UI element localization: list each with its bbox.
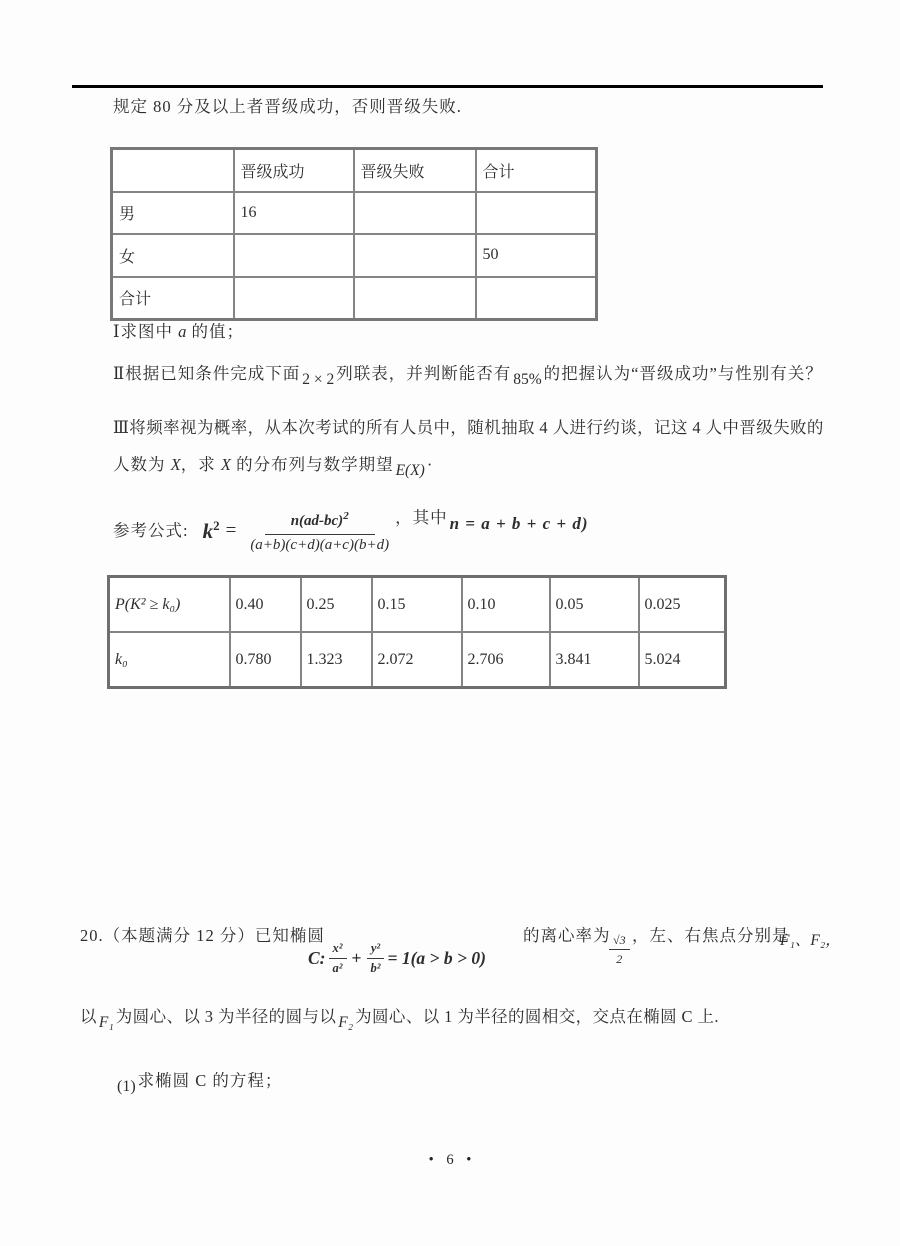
y-fraction: [366, 941, 384, 975]
table-header-blank: [112, 149, 234, 192]
formula-fraction: [246, 509, 393, 554]
plus-sign: +: [351, 947, 362, 968]
cell-male-success: 16: [234, 192, 354, 234]
y-denominator: b²: [370, 960, 381, 975]
q20-foci-symbols: F₁、F₂，: [780, 932, 841, 949]
p-value: 0.15: [372, 577, 462, 633]
question-part3-line2: [113, 454, 433, 477]
p-value: 0.10: [462, 577, 550, 633]
p-k2-label: P(K² ≥ k₀): [109, 577, 230, 633]
ecc-numerator: √3: [609, 933, 630, 950]
part2-math-85pct: 85%: [513, 371, 542, 388]
k0-value: 5.024: [639, 632, 726, 688]
where-text: ，其中: [395, 507, 448, 527]
f1-symbol: F₁: [98, 1014, 114, 1031]
formula-label: 参考公式:: [113, 520, 189, 540]
question-part1: [113, 321, 244, 343]
cell-total-success: [234, 277, 354, 320]
part1-pre: Ⅰ求图中: [113, 322, 179, 341]
k0-value: 2.706: [462, 632, 550, 688]
part3-x1: X: [170, 455, 181, 474]
q20-ellipse-equation: [308, 941, 486, 975]
k0-value: 0.780: [230, 632, 301, 688]
part2-post: 的把握认为“晋级成功”与性别有关？: [543, 364, 823, 383]
cell-female-total: 50: [476, 234, 597, 277]
ellipse-name: C:: [308, 947, 326, 968]
contingency-table: [110, 147, 598, 321]
table-header-total: 合计: [476, 149, 597, 192]
q20-foci-text: ，左、右焦点分别是: [632, 926, 790, 945]
table-header-success: 晋级成功: [234, 149, 354, 192]
question-part2: [113, 363, 823, 386]
part1-variable: a: [178, 322, 187, 341]
table-header-fail: 晋级失败: [354, 149, 476, 192]
part1-post: 的值；: [186, 322, 245, 341]
k0-label: k₀: [109, 632, 230, 688]
part2-mid: 列联表，并判断能否有: [336, 364, 512, 383]
x-denominator: a²: [332, 960, 343, 975]
top-rule: [72, 85, 823, 88]
eccentricity-fraction: [609, 933, 630, 966]
intro-text: 规定 80 分及以上者晋级成功，否则晋级失败.: [113, 97, 462, 116]
part3-l2-post: 的分布列与数学期望: [230, 455, 394, 474]
p-value: 0.40: [230, 577, 301, 633]
row-label-total: 合计: [112, 277, 234, 320]
table-row: [112, 234, 597, 277]
row-label-male: 男: [112, 192, 234, 234]
cell-female-success: [234, 234, 354, 277]
l2-seg-b: 为圆心、以 3 为半径的圆与以: [115, 1007, 337, 1026]
part3-expectation: E(X): [395, 462, 425, 479]
k0-value: 3.841: [550, 632, 639, 688]
p-value: 0.05: [550, 577, 639, 633]
k-squared-term: [203, 518, 220, 544]
part2-pre: Ⅱ根据已知条件完成下面: [113, 364, 301, 383]
k0-value: 1.323: [301, 632, 372, 688]
page-number: • 6 •: [428, 1152, 472, 1168]
equals-sign: =: [225, 520, 237, 541]
table-row: [112, 149, 597, 192]
table-row: [109, 632, 726, 688]
subq1-number: (1): [117, 1078, 136, 1095]
cell-total-fail: [354, 277, 476, 320]
critical-values-table: [107, 575, 727, 689]
cell-total-total: [476, 277, 597, 320]
k-exponent: 2: [213, 518, 220, 533]
fraction-denominator: (a+b)(c+d)(a+c)(b+d): [250, 536, 390, 553]
reference-formula: [113, 500, 589, 562]
question-part3-line1: Ⅲ将频率视为概率，从本次考试的所有人员中，随机抽取 4 人进行约谈，记这 4 人中晋级失败的: [113, 418, 824, 437]
y-numerator: y²: [367, 941, 384, 959]
p-value: 0.25: [301, 577, 372, 633]
part3-l2-pre: 人数为: [113, 455, 171, 474]
ecc-denominator: 2: [616, 952, 623, 966]
numerator-expr: n(ad-bc): [290, 512, 344, 529]
part2-math-2x2: 2 × 2: [302, 371, 335, 388]
f2-symbol: F₂: [338, 1014, 354, 1031]
part3-l2-mid: ，求: [180, 455, 221, 474]
part3-dot: ·: [426, 455, 434, 474]
p-value: 0.025: [639, 577, 726, 633]
subq1-text: 求椭圆 C 的方程；: [137, 1071, 283, 1090]
cell-male-total: [476, 192, 597, 234]
table-row: [112, 192, 597, 234]
q20-eccentricity-text: 的离心率为: [523, 926, 611, 945]
k-symbol: k: [202, 519, 214, 543]
l2-seg-a: 以: [80, 1007, 97, 1026]
q20-subquestion-1: [115, 1070, 282, 1093]
fraction-numerator: [265, 509, 375, 535]
k0-value: 2.072: [372, 632, 462, 688]
equation-rhs: = 1(a > b > 0): [387, 947, 486, 968]
table-row: [109, 577, 726, 633]
cell-male-fail: [354, 192, 476, 234]
l2-seg-c: 为圆心、以 1 为半径的圆相交，交点在椭圆 C 上.: [355, 1007, 719, 1026]
row-label-female: 女: [112, 234, 234, 277]
x-numerator: x²: [329, 941, 347, 959]
q20-circles-line: [80, 1006, 719, 1029]
q20-intro: 20.（本题满分 12 分）已知椭圆: [80, 926, 325, 945]
part3-x2: X: [220, 455, 231, 474]
n-definition: n = a + b + c + d): [449, 514, 589, 533]
table-row: [112, 277, 597, 320]
cell-female-fail: [354, 234, 476, 277]
x-fraction: [329, 941, 347, 975]
numerator-exponent: 2: [343, 509, 349, 522]
